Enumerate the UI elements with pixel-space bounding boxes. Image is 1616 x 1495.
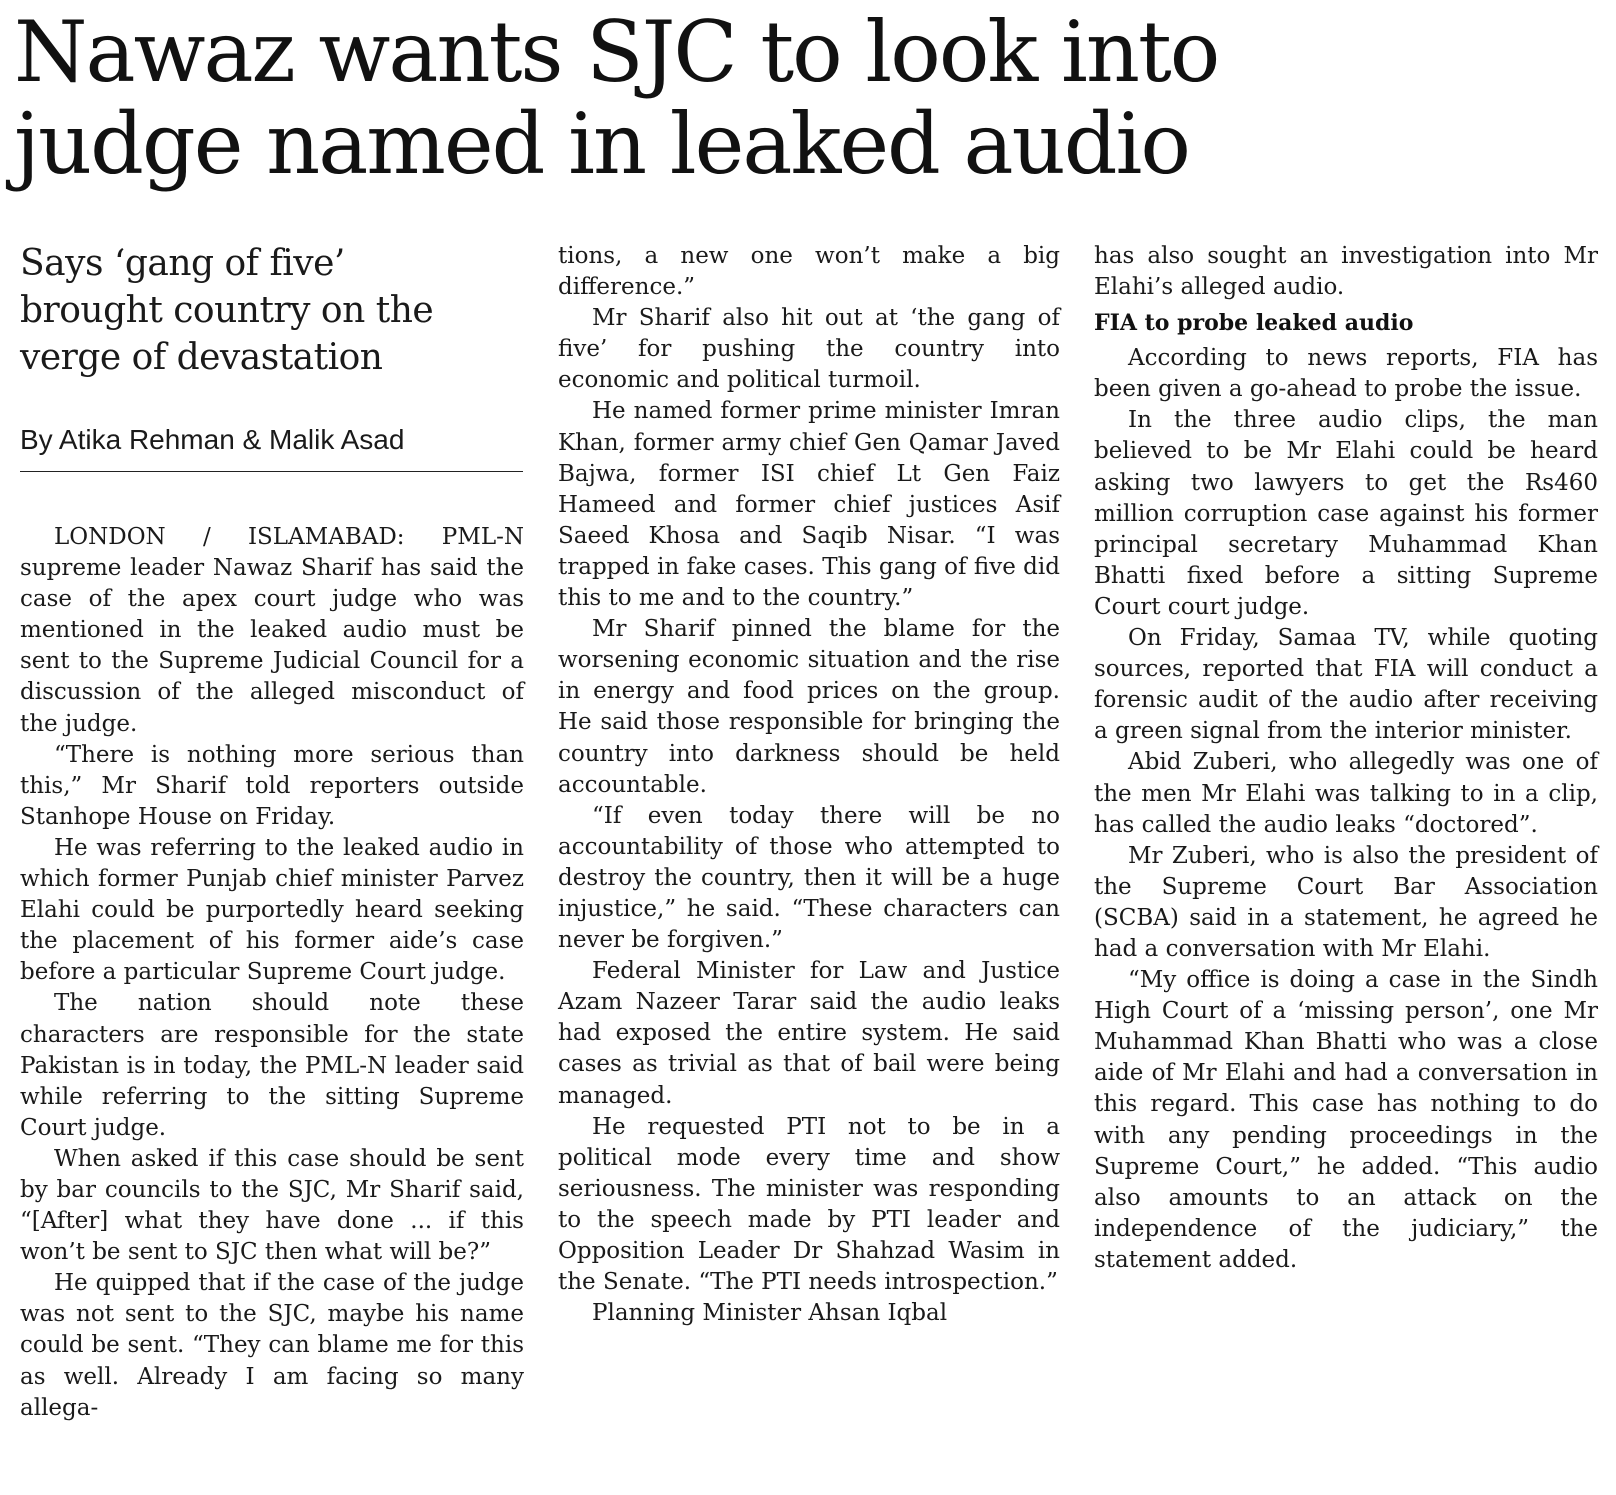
byline: By Atika Rehman & Malik Asad [20, 424, 405, 455]
paragraph: Mr Sharif also hit out at ‘the gang of five’ for pushing the country into economic and political turmoil. [558, 305, 1060, 394]
paragraph: When asked if this case should be sent by bar councils to the SJC, Mr Sharif said, “[After] what they have done ... if this won’t be sent to SJC then what will be?” [20, 1145, 524, 1266]
subheadline-line-2: brought country on the [20, 290, 434, 331]
paragraph: Abid Zuberi, who allegedly was one of the men Mr Elahi was talking to in a clip, has called the audio leaks “doctored”. [1094, 749, 1598, 838]
paragraph: In the three audio clips, the man believed to be Mr Elahi could be heard asking two lawyers to get the Rs460 million corruption case against his former principal secretary Muhammad Khan Bhatti fixed before a sitting Supreme Court court judge. [1094, 407, 1598, 620]
paragraph: According to news reports, FIA has been given a go-ahead to probe the issue. [1094, 345, 1598, 403]
headline [14, 3, 1604, 193]
paragraph: “My office is doing a case in the Sindh High Court of a ‘missing person’, one Mr Muhammad Khan Bhatti who was a close aide of Mr Elahi and had a conversation in this regard. This case has nothing to do with any pending proceedings in the Supreme Court,” he added. “This audio also amounts to an attack on the independence of the judiciary,” the statement added. [1094, 967, 1598, 1273]
subheadline-line-3: verge of devastation [20, 337, 383, 378]
paragraph: He quipped that if the case of the judge was not sent to the SJC, maybe his name could be sent. “They can blame me for this as well. Already I am facing so many allega- [20, 1270, 524, 1421]
paragraph: Mr Sharif pinned the blame for the worsening economic situation and the rise in energy and food prices on the group. He said those responsible for bringing the country into darkness should be held accountable. [558, 616, 1060, 798]
subheadline [20, 240, 520, 381]
article-column-1 [20, 522, 524, 1424]
article-column-2 [558, 241, 1060, 1329]
paragraph: On Friday, Samaa TV, while quoting sources, reported that FIA will conduct a forensic audit of the audio after receiving a green signal from the interior minister. [1094, 625, 1598, 745]
article-column-3 [1094, 241, 1598, 1276]
headline-line-1: Nawaz wants SJC to look into [14, 3, 1219, 101]
paragraph-continued: tions, a new one won’t make a big difference.” [558, 243, 1060, 301]
paragraph: Federal Minister for Law and Justice Azam Nazeer Tarar said the audio leaks had exposed the entire system. He said cases as trivial as that of bail were being managed. [558, 958, 1060, 1109]
paragraph: Planning Minister Ahsan Iqbal [592, 1300, 948, 1327]
subheadline-line-1: Says ‘gang of five’ [20, 243, 345, 284]
headline-line-2: judge named in leaked audio [14, 95, 1189, 193]
paragraph: He requested PTI not to be in a political mode every time and show seriousness. The minister was responding to the speech made by PTI leader and Opposition Leader Dr Shahzad Wasim in the Senate. “The PTI needs introspection.” [558, 1113, 1060, 1296]
paragraph-continued: has also sought an investigation into Mr Elahi’s alleged audio. [1094, 243, 1598, 301]
paragraph: “There is nothing more serious than this,” Mr Sharif told reporters outside Stanhope House on Friday. [20, 741, 524, 830]
paragraph: The nation should note these characters are responsible for the state Pakistan is in today, the PML-N leader said while referring to the sitting Supreme Court judge. [20, 990, 524, 1141]
byline-divider [20, 471, 523, 472]
paragraph: He named former prime minister Imran Khan, former army chief Gen Qamar Javed Bajwa, former ISI chief Lt Gen Faiz Hameed and former chief justices Asif Saeed Khosa and Saqib Nisar. “I was trapped in fake cases. This gang of five did this to me and to the country.” [558, 398, 1060, 612]
paragraph: Mr Zuberi, who is also the president of the Supreme Court Bar Association (SCBA) said in a statement, he agreed he had a conversation with Mr Elahi. [1094, 842, 1598, 962]
paragraph: “If even today there will be no accountability of those who attempted to destroy the country, then it will be a huge injustice,” he said. “These characters can never be forgiven.” [558, 802, 1060, 954]
paragraph: LONDON / ISLAMABAD: PML-N supreme leader Nawaz Sharif has said the case of the apex court judge who was mentioned in the leaked audio must be sent to the Supreme Judicial Council for a discussion of the alleged misconduct of the judge. [20, 524, 524, 737]
section-heading: FIA to probe leaked audio [1094, 310, 1414, 337]
paragraph: He was referring to the leaked audio in which former Punjab chief minister Parvez Elahi could be purportedly heard seeking the placement of his former aide’s case before a particular Supreme Court judge. [20, 834, 524, 986]
